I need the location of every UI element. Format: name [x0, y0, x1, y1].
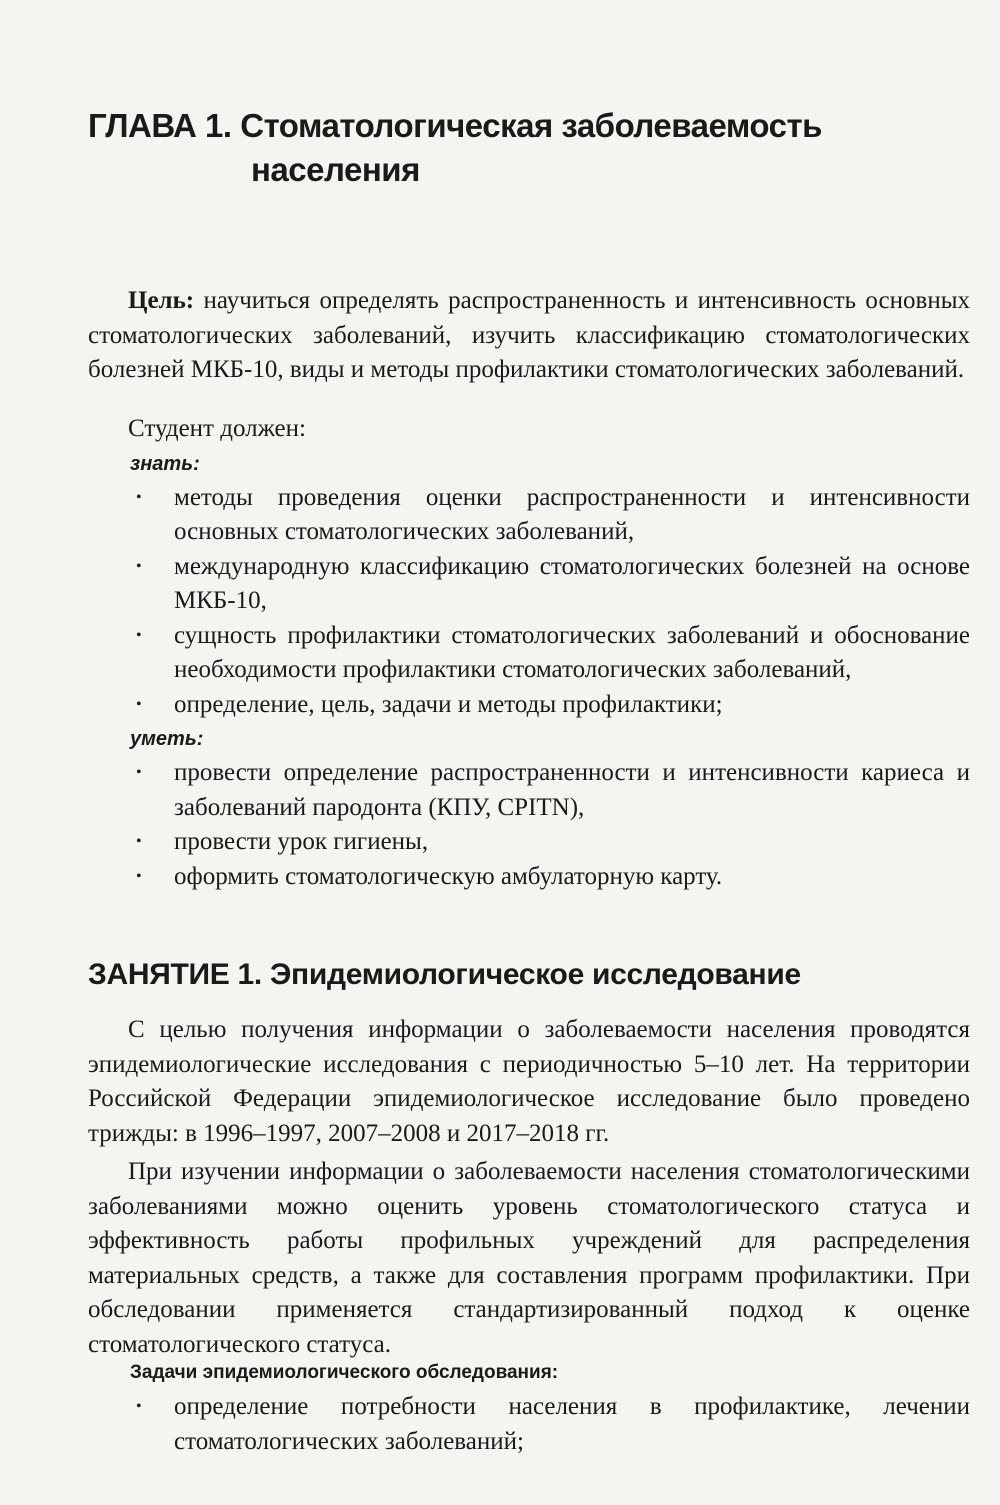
lesson-paragraph-1: С целью получения информации о заболеваемости населения проводятся эпидемиологические исследования с периодичностью 5–10 лет. На территории Российской Федерации эпидемиологическое исследование было проведено трижды: в 1996–1997, 2007–2008 и 2017–2018 гг. — [88, 1016, 970, 1147]
bullet-icon: • — [136, 557, 142, 575]
chapter-title-line2: населения — [251, 151, 420, 188]
can-list — [88, 756, 970, 894]
list-item: • международную классификацию стоматологических болезней на основе МКБ-10, — [88, 550, 970, 619]
tasks-heading: Задачи эпидемиологического обследования: — [130, 1362, 559, 1383]
list-item: • определение потребности населения в профилактике, лечении стоматологических заболеваний; — [88, 1390, 970, 1459]
lesson-title: ЗАНЯТИЕ 1. Эпидемиологическое исследование — [88, 958, 801, 991]
can-label: уметь: — [130, 728, 204, 750]
chapter-title-line1: ГЛАВА 1. Стоматологическая заболеваемость — [88, 107, 822, 144]
bullet-icon: • — [136, 695, 142, 713]
list-item: • оформить стоматологическую амбулаторную карту. — [88, 860, 970, 895]
lesson-paragraph-2: При изучении информации о заболеваемости населения стоматологическими заболеваниями можно оценить уровень стоматологического статуса и эффективность работы профильных учреждений для распределения материальных средств, а также для составления программ профилактики. При обследовании применяется стандартизированный подход к оценке стоматологического статуса. — [88, 1158, 970, 1358]
list-item: • сущность профилактики стоматологических заболеваний и обоснование необходимости профилактики стоматологических заболеваний, — [88, 619, 970, 688]
tasks-section — [88, 1356, 970, 1459]
bullet-icon: • — [136, 833, 142, 850]
bullet-icon: • — [136, 1398, 142, 1415]
list-item: • методы проведения оценки распространенности и интенсивности основных стоматологических заболеваний, — [88, 481, 970, 550]
student-section — [88, 412, 970, 894]
list-item: • провести урок гигиены, — [88, 825, 970, 860]
goal-paragraph — [88, 284, 970, 388]
know-label: знать: — [130, 452, 200, 475]
tasks-list — [88, 1390, 970, 1459]
goal-section — [88, 284, 970, 388]
bullet-icon: • — [136, 867, 142, 885]
bullet-icon: • — [136, 626, 142, 644]
bullet-icon: • — [136, 764, 142, 781]
list-item: • провести определение распространенности и интенсивности кариеса и заболеваний пародонта (КПУ, CPITN), — [88, 756, 970, 825]
lesson-body — [88, 1013, 970, 1362]
know-list — [88, 481, 970, 723]
list-item: • определение, цель, задачи и методы профилактики; — [88, 688, 970, 723]
chapter-title — [88, 104, 928, 192]
goal-label: Цель: — [128, 287, 195, 314]
goal-text: научиться определять распространенность и интенсивность основных стоматологических заболеваний, изучить классификацию стоматологических болезней МКБ-10, виды и методы профилактики стоматологических заболеваний. — [88, 287, 970, 383]
bullet-icon: • — [136, 488, 142, 506]
student-intro: Студент должен: — [128, 415, 306, 442]
